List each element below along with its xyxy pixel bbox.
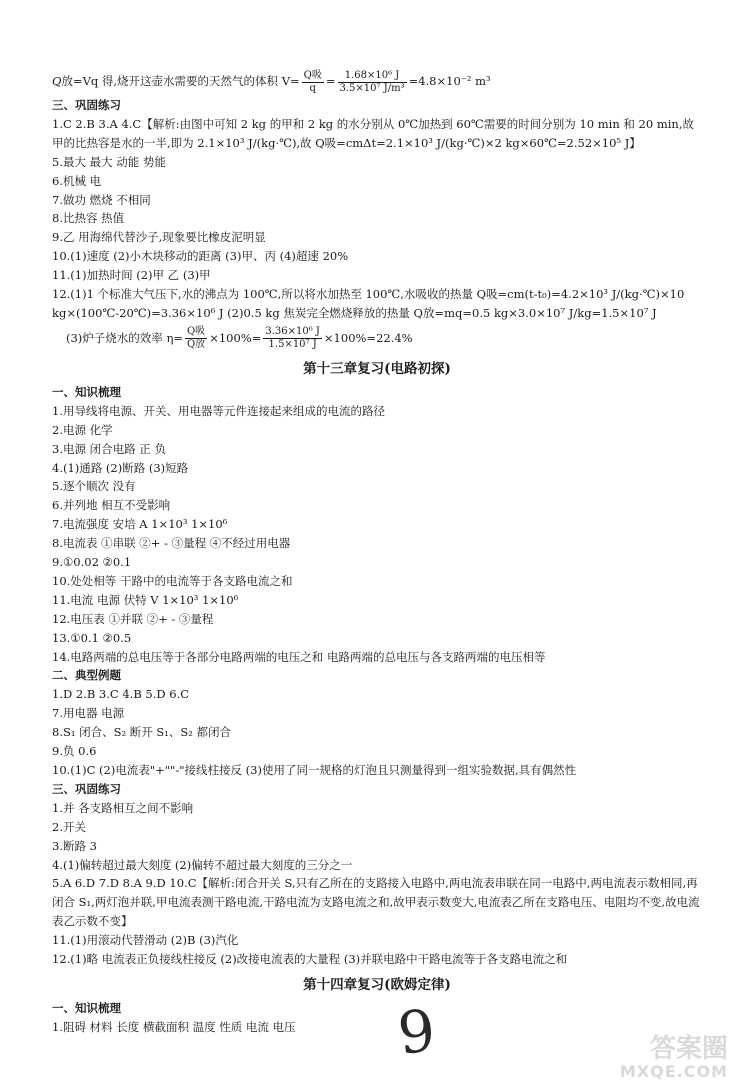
page-content xyxy=(52,66,702,1037)
answer-line: 6.并列地 相互不受影响 xyxy=(52,498,171,513)
section-heading: 一、知识梳理 xyxy=(52,1000,121,1015)
answer-line: 8.S₁ 闭合、S₂ 断开 S₁、S₂ 都闭合 xyxy=(52,725,232,740)
watermark-logo xyxy=(620,1035,728,1081)
answer-line: 11.电流 电源 伏特 V 1×10³ 1×10⁶ xyxy=(52,592,239,607)
answer-line: 7.做功 燃烧 不相同 xyxy=(52,192,151,207)
answer-line: 11.(1)加热时间 (2)甲 乙 (3)甲 xyxy=(52,268,211,283)
watermark-line1: 答案圈 xyxy=(649,1034,728,1064)
answer-line: 5.逐个顺次 没有 xyxy=(52,479,136,494)
answer-line: 1.C 2.B 3.A 4.C【解析:由图中可知 2 kg 的甲和 2 kg 的水分别从 0℃加热到 60℃需要的时间分别为 10 min 和 20 min,故甲的比热容是水的一半,即为 2.1×10³ J/(kg·℃),故 Q吸=cmΔt=2.1×10³ J/(kg·℃)×2 kg×60℃=2.52×10⁵ J】 xyxy=(52,116,694,150)
handwritten-page-number: 9 xyxy=(394,996,439,1068)
answer-line: 12.(1)略 电流表正负接线柱接反 (2)改接电流表的大量程 (3)并联电路中干路电流等于各支路电流之和 xyxy=(52,952,568,967)
answer-line: 13.①0.1 ②0.5 xyxy=(52,630,132,645)
volume-formula-line: Q放=Vq 得,烧开这壶水需要的天然气的体积 V= $\frac{\text{Q吸}}{q}$ = $\frac{\text{1.68×10⁶ J}}{\text{3.5×10⁷ J/m³}}$ =4.8×10⁻² m³ xyxy=(52,69,491,94)
answer-line: 8.比热容 热值 xyxy=(52,211,125,226)
answer-line: 7.电流强度 安培 A 1×10³ 1×10⁶ xyxy=(52,517,228,532)
chapter-title: 第十三章复习(电路初探) xyxy=(303,360,451,377)
chapter-title: 第十四章复习(欧姆定律) xyxy=(303,976,451,993)
answer-line: 2.电源 化学 xyxy=(52,422,113,437)
answer-line: 10.处处相等 干路中的电流等于各支路电流之和 xyxy=(52,573,293,588)
answer-line: 7.用电器 电源 xyxy=(52,706,125,721)
answer-line: 10.(1)速度 (2)小木块移动的距离 (3)甲、丙 (4)超速 20% xyxy=(52,249,349,264)
answer-line: 12.(1)1 个标准大气压下,水的沸点为 100℃,所以将水加热至 100℃,水吸收的热量 Q吸=cm(t-t₀)=4.2×10³ J/(kg·℃)×10 kg×(100℃-20℃)=3.36×10⁶ J (2)0.5 kg 焦炭完全燃烧释放的热量 Q放=mq=0.5 kg×3.0×10⁷ J/kg=1.5×10⁷ J xyxy=(52,287,685,320)
answer-line: 5.A 6.D 7.D 8.A 9.D 10.C【解析:闭合开关 S,只有乙所在的支路接入电路中,两电流表串联在同一电路中,两电流表示数相同,再闭合 S₁,两灯泡并联,甲电流表测干路电流,干路电流为支路电流之和,故甲表示数变大,电流表乙所在支路电压、电阻均不变,故电流表乙示数不变】 xyxy=(52,876,700,929)
answer-line: 1.D 2.B 3.C 4.B 5.D 6.C xyxy=(52,687,190,702)
watermark-line2: MXQE.COM xyxy=(619,1062,728,1081)
answer-line: 3.断路 3 xyxy=(52,838,97,853)
fraction-q-over-q: $\frac{\text{Q吸}}{q}$ xyxy=(303,69,322,94)
fraction-heat-values: $\frac{\text{3.36×10⁶ J}}{\text{1.5×10⁷ J}}$ xyxy=(265,326,320,351)
answer-line: 11.(1)用滚动代替滑动 (2)B (3)汽化 xyxy=(52,933,239,948)
answer-line: 6.机械 电 xyxy=(52,173,102,188)
answer-line: 5.最大 最大 动能 势能 xyxy=(52,154,166,169)
answer-line: 4.(1)偏转超过最大刻度 (2)偏转不超过最大刻度的三分之一 xyxy=(52,857,353,872)
answer-line: 9.乙 用海绵代替沙子,现象要比橡皮泥明显 xyxy=(52,230,266,245)
answer-line: 1.阻碍 材料 长度 横截面积 温度 性质 电流 电压 xyxy=(52,1019,296,1034)
answer-line: 4.(1)通路 (2)断路 (3)短路 xyxy=(52,460,189,475)
answer-line: 2.开关 xyxy=(52,819,86,834)
answer-line: 10.(1)C (2)电流表"+""-"接线柱接反 (3)使用了同一规格的灯泡且只测量得到一组实验数据,具有偶然性 xyxy=(52,763,577,777)
section-heading: 三、巩固练习 xyxy=(52,98,121,112)
answer-line: 8.电流表 ①串联 ②+ - ③量程 ④不经过用电器 xyxy=(52,536,291,551)
answer-line: 12.电压表 ①并联 ②+ - ③量程 xyxy=(52,611,214,626)
section-heading: 三、巩固练习 xyxy=(52,781,121,796)
answer-line: 3.电源 闭合电路 正 负 xyxy=(52,441,166,456)
answer-line: 9.①0.02 ②0.1 xyxy=(52,555,132,570)
formula-text: 放=Vq 得,烧开这壶水需要的天然气的体积 V= xyxy=(61,74,300,88)
formula-result: =4.8×10⁻² m³ xyxy=(408,74,491,88)
answer-line: 9.负 0.6 xyxy=(52,744,97,759)
fraction-values: $\frac{\text{1.68×10⁶ J}}{\text{3.5×10⁷ J/m³}}$ xyxy=(339,69,405,94)
answer-line: 1.并 各支路相互之间不影响 xyxy=(52,800,194,815)
fraction-q-ratio: $\frac{\text{Q吸}}{\text{Q放}}$ xyxy=(186,326,206,351)
answer-line: 14.电路两端的总电压等于各部分电路两端的电压之和 电路两端的总电压与各支路两端的电压相等 xyxy=(52,649,546,664)
answer-line: 1.用导线将电源、开关、用电器等元件连接起来组成的电流的路径 xyxy=(52,403,385,418)
section-heading: 二、典型例题 xyxy=(52,668,121,683)
efficiency-formula-line: (3)炉子烧水的效率 η= $\frac{\text{Q吸}}{\text{Q放}}$ ×100%= $\frac{\text{3.36×10⁶ J}}{\text{1.5×10⁷ J}}$ ×100%=22.4% xyxy=(66,326,413,351)
section-heading: 一、知识梳理 xyxy=(52,384,121,399)
formula-symbol: Q xyxy=(52,74,62,88)
